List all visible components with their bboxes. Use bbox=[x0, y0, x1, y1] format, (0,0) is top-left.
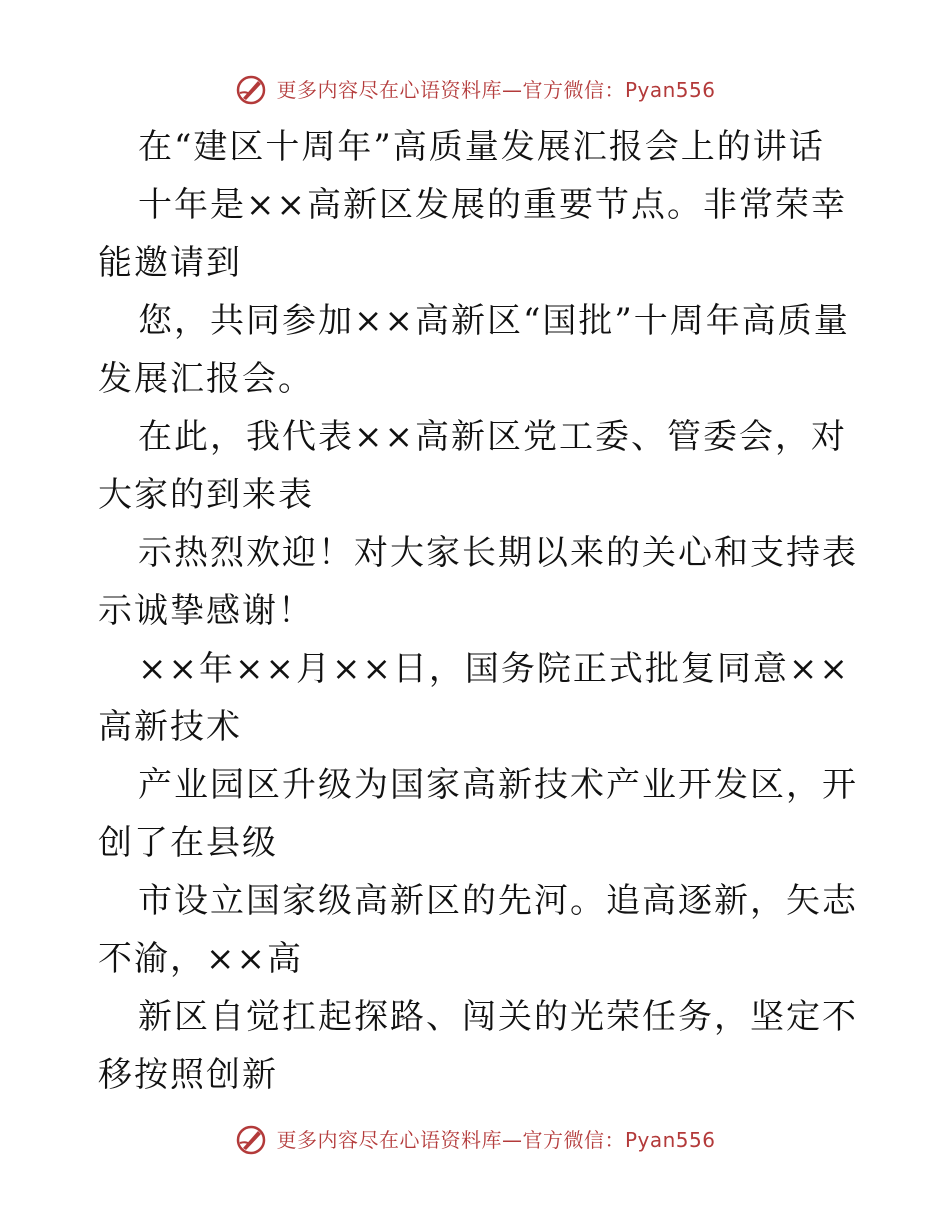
quill-pen-logo-icon bbox=[234, 1123, 268, 1157]
watermark-text: 更多内容尽在心语资料库—官方微信：Pyan556 bbox=[276, 78, 716, 102]
paragraph: 您，共同参加××高新区“国批”十周年高质量发展汇报会。 bbox=[98, 301, 850, 399]
paragraph: 示热烈欢迎！对大家长期以来的关心和支持表示诚挚感谢！ bbox=[98, 533, 858, 631]
document-title: 在“建区十周年”高质量发展汇报会上的讲话 bbox=[138, 127, 825, 167]
header-watermark bbox=[0, 70, 950, 110]
document-body bbox=[98, 118, 858, 1104]
paragraph: ××年××月××日，国务院正式批复同意××高新技术 bbox=[98, 649, 850, 747]
paragraph: 产业园区升级为国家高新技术产业开发区，开创了在县级 bbox=[98, 765, 858, 863]
watermark-text: 更多内容尽在心语资料库—官方微信：Pyan556 bbox=[276, 1128, 716, 1152]
quill-pen-logo-icon bbox=[234, 73, 268, 107]
paragraph: 新区自觉扛起探路、闯关的光荣任务，坚定不移按照创新 bbox=[98, 997, 858, 1095]
paragraph: 十年是××高新区发展的重要节点。非常荣幸能邀请到 bbox=[98, 185, 847, 283]
footer-watermark bbox=[0, 1120, 950, 1160]
paragraph: 在此，我代表××高新区党工委、管委会，对大家的到来表 bbox=[98, 417, 847, 515]
paragraph: 市设立国家级高新区的先河。追高逐新，矢志不渝，××高 bbox=[98, 881, 858, 979]
